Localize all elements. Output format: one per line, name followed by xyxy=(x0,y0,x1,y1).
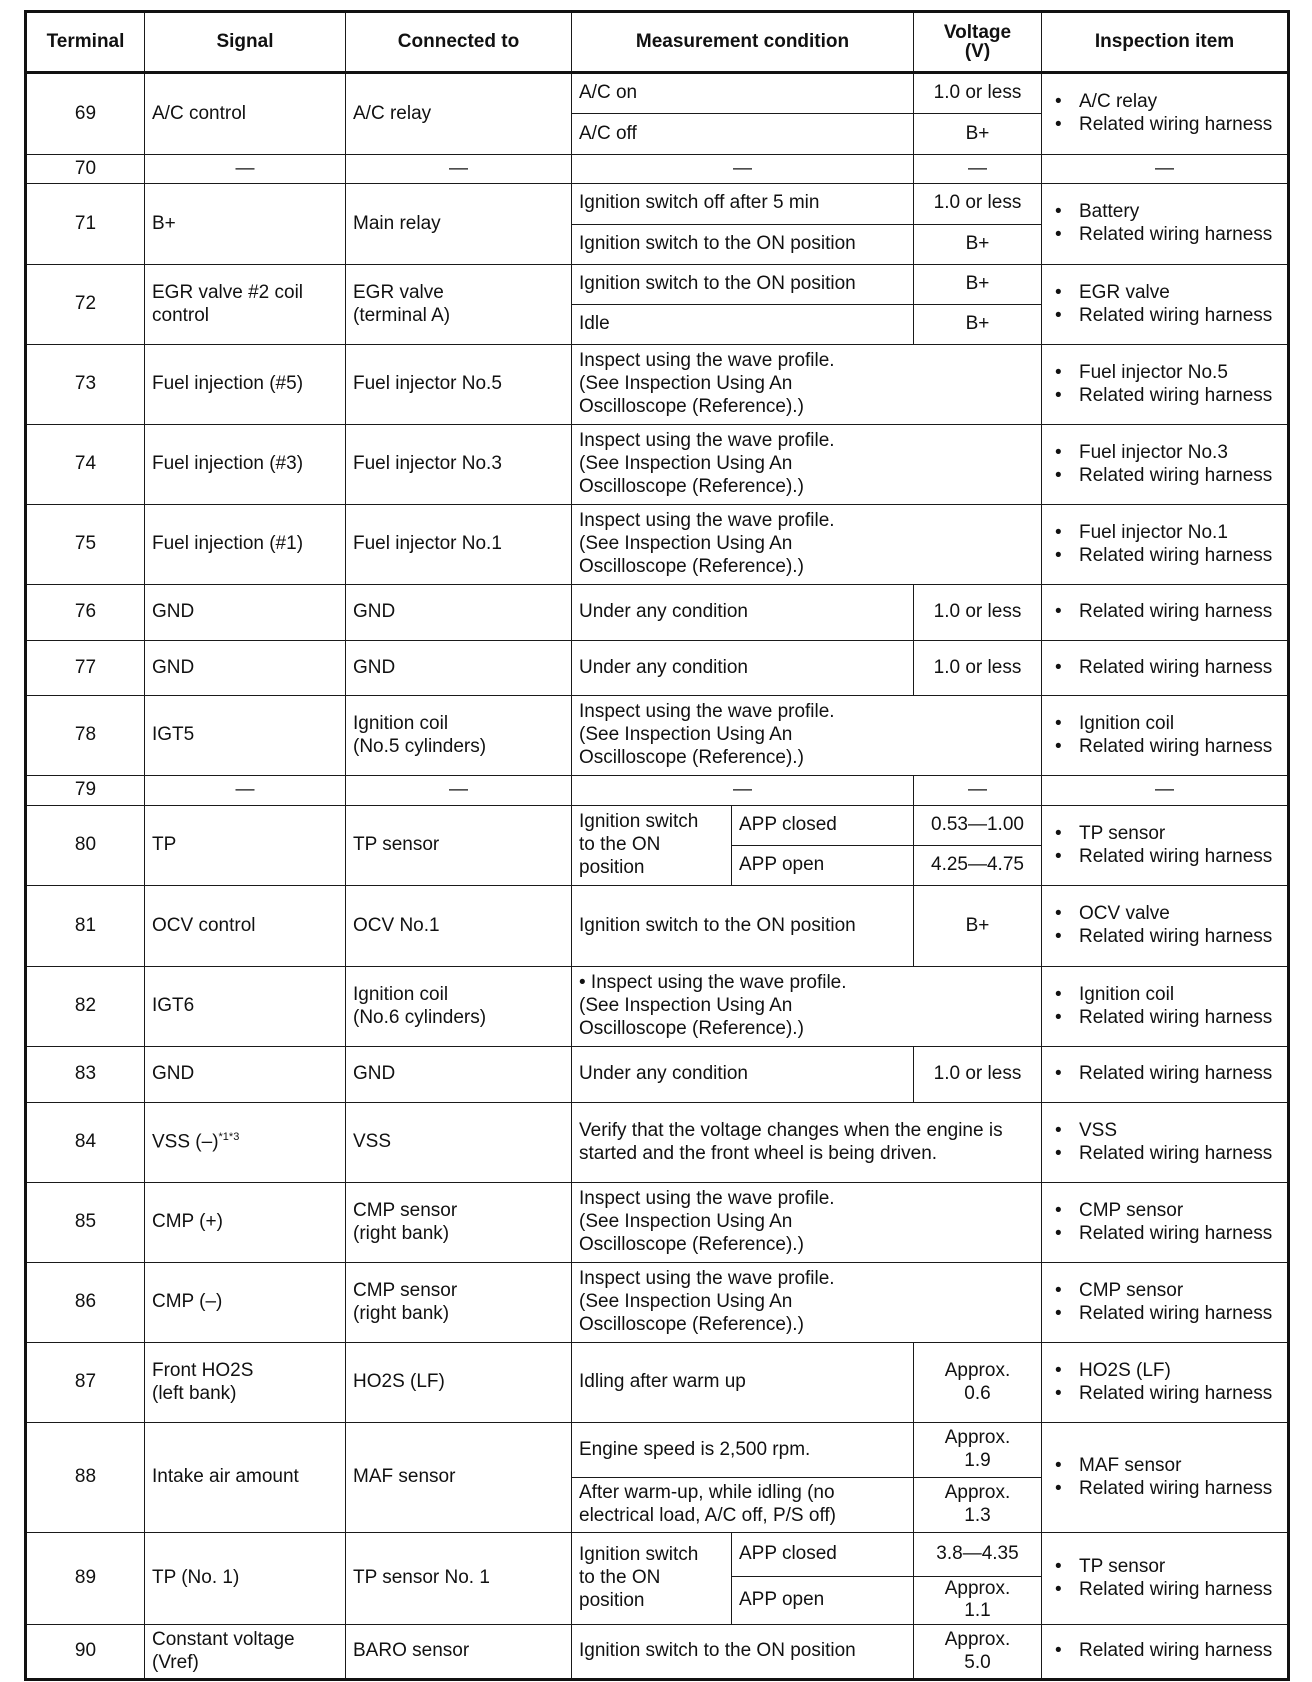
table-row xyxy=(26,886,1289,967)
signal-cell xyxy=(145,585,346,641)
inspection-item: • Related wiring harness xyxy=(1079,1478,1280,1501)
table-row xyxy=(26,1263,1289,1343)
connected-to-cell: GND xyxy=(346,641,572,696)
condition-cell: Ignition switch to the ON position xyxy=(572,886,914,967)
inspection-item: • A/C relay xyxy=(1079,91,1280,114)
terminal-cell: 80 xyxy=(26,806,145,886)
voltage-cell: Approx. 1.3 xyxy=(914,1478,1042,1533)
app-condition-cell: APP closed xyxy=(732,806,914,846)
connected-to-cell: HO2S (LF) xyxy=(346,1343,572,1423)
inspection-list xyxy=(1049,362,1280,408)
voltage-cell: 1.0 or less xyxy=(914,1047,1042,1103)
signal-text: — xyxy=(235,157,255,179)
inspection-list xyxy=(1049,657,1280,680)
signal-cell xyxy=(145,1047,346,1103)
connected-to-cell: — xyxy=(346,155,572,184)
voltage-cell: Approx. 5.0 xyxy=(914,1625,1042,1680)
table-row xyxy=(26,967,1289,1047)
voltage-cell: 4.25—4.75 xyxy=(914,846,1042,886)
inspection-item: • Related wiring harness xyxy=(1079,465,1280,488)
inspection-cell xyxy=(1042,425,1289,505)
signal-text: Front HO2S (left bank) xyxy=(152,1359,254,1404)
inspection-cell xyxy=(1042,806,1289,886)
signal-cell xyxy=(145,73,346,155)
inspection-item: • Related wiring harness xyxy=(1079,846,1280,869)
condition-cell: Inspect using the wave profile. (See Inspection Using An Oscilloscope (Reference).) xyxy=(572,505,1042,585)
signal-text: A/C control xyxy=(152,102,246,124)
table-row xyxy=(26,806,1289,846)
inspection-item: • Related wiring harness xyxy=(1079,1579,1280,1602)
inspection-cell xyxy=(1042,1343,1289,1423)
voltage-cell: 1.0 or less xyxy=(914,585,1042,641)
terminal-cell: 78 xyxy=(26,696,145,776)
inspection-item: • VSS xyxy=(1079,1120,1280,1143)
header-connected-to: Connected to xyxy=(346,12,572,73)
voltage-cell: B+ xyxy=(914,305,1042,345)
voltage-cell: — xyxy=(914,155,1042,184)
inspection-item: • EGR valve xyxy=(1079,282,1280,305)
signal-cell xyxy=(145,155,346,184)
condition-cell: Verify that the voltage changes when the engine is started and the front wheel is being driven. xyxy=(572,1103,1042,1183)
terminal-cell: 72 xyxy=(26,265,145,345)
inspection-item: • Related wiring harness xyxy=(1079,1223,1280,1246)
terminal-cell: 79 xyxy=(26,776,145,806)
inspection-item: • Related wiring harness xyxy=(1079,1007,1280,1030)
connected-to-cell: BARO sensor xyxy=(346,1625,572,1680)
condition-cell: Under any condition xyxy=(572,1047,914,1103)
terminal-cell: 75 xyxy=(26,505,145,585)
table-row xyxy=(26,73,1289,114)
condition-prefix-cell: Ignition switch to the ON position xyxy=(572,806,732,886)
inspection-item: • Related wiring harness xyxy=(1079,657,1280,680)
header-row xyxy=(26,12,1289,73)
inspection-list xyxy=(1049,1200,1280,1246)
inspection-cell: — xyxy=(1042,776,1289,806)
inspection-cell xyxy=(1042,696,1289,776)
inspection-list xyxy=(1049,1280,1280,1326)
signal-cell xyxy=(145,1103,346,1183)
app-condition-cell: APP open xyxy=(732,1576,914,1625)
inspection-item: • Fuel injector No.5 xyxy=(1079,362,1280,385)
signal-text: GND xyxy=(152,1063,195,1085)
signal-text: CMP (+) xyxy=(152,1211,223,1233)
header-measurement-condition: Measurement condition xyxy=(572,12,914,73)
condition-cell: — xyxy=(572,155,914,184)
signal-text: Fuel injection (#3) xyxy=(152,453,304,475)
signal-text: GND xyxy=(152,656,195,678)
header-terminal: Terminal xyxy=(26,12,145,73)
inspection-list xyxy=(1049,91,1280,137)
table-row xyxy=(26,1423,1289,1478)
connected-to-cell: GND xyxy=(346,585,572,641)
inspection-item: • CMP sensor xyxy=(1079,1200,1280,1223)
inspection-item: • TP sensor xyxy=(1079,823,1280,846)
signal-text: B+ xyxy=(152,212,176,234)
signal-text: VSS (–) xyxy=(152,1131,219,1153)
connected-to-cell: MAF sensor xyxy=(346,1423,572,1533)
signal-cell xyxy=(145,184,346,265)
connected-to-cell: TP sensor xyxy=(346,806,572,886)
condition-cell: Inspect using the wave profile. (See Inspection Using An Oscilloscope (Reference).) xyxy=(572,696,1042,776)
terminal-cell: 89 xyxy=(26,1533,145,1625)
inspection-list xyxy=(1049,1360,1280,1406)
voltage-cell: Approx. 0.6 xyxy=(914,1343,1042,1423)
terminal-cell: 74 xyxy=(26,425,145,505)
inspection-item: • Related wiring harness xyxy=(1079,114,1280,137)
inspection-list xyxy=(1049,903,1280,949)
connected-to-cell: Ignition coil (No.5 cylinders) xyxy=(346,696,572,776)
inspection-list xyxy=(1049,823,1280,869)
connected-to-cell: EGR valve (terminal A) xyxy=(346,265,572,345)
condition-cell: • Inspect using the wave profile. (See Inspection Using An Oscilloscope (Reference).) xyxy=(572,967,1042,1047)
connected-to-cell: VSS xyxy=(346,1103,572,1183)
inspection-cell xyxy=(1042,886,1289,967)
condition-cell: Inspect using the wave profile. (See Inspection Using An Oscilloscope (Reference).) xyxy=(572,1263,1042,1343)
terminal-cell: 87 xyxy=(26,1343,145,1423)
condition-cell: Engine speed is 2,500 rpm. xyxy=(572,1423,914,1478)
voltage-cell: B+ xyxy=(914,265,1042,305)
condition-cell: Inspect using the wave profile. (See Inspection Using An Oscilloscope (Reference).) xyxy=(572,1183,1042,1263)
signal-cell xyxy=(145,425,346,505)
table-row xyxy=(26,1343,1289,1423)
condition-cell: Ignition switch off after 5 min xyxy=(572,184,914,225)
signal-cell xyxy=(145,967,346,1047)
table-row xyxy=(26,1183,1289,1263)
inspection-item: • Related wiring harness xyxy=(1079,1640,1280,1663)
table-row xyxy=(26,641,1289,696)
terminal-cell: 69 xyxy=(26,73,145,155)
inspection-item: • Related wiring harness xyxy=(1079,545,1280,568)
table-row xyxy=(26,265,1289,305)
table-row xyxy=(26,776,1289,806)
condition-prefix-cell: Ignition switch to the ON position xyxy=(572,1533,732,1625)
inspection-cell xyxy=(1042,1625,1289,1680)
voltage-cell: Approx. 1.9 xyxy=(914,1423,1042,1478)
inspection-item: • Ignition coil xyxy=(1079,984,1280,1007)
table-row xyxy=(26,1625,1289,1680)
condition-cell: Inspect using the wave profile. (See Inspection Using An Oscilloscope (Reference).) xyxy=(572,345,1042,425)
inspection-list xyxy=(1049,1455,1280,1501)
connected-to-cell: A/C relay xyxy=(346,73,572,155)
signal-text: Fuel injection (#1) xyxy=(152,533,304,555)
inspection-item: • Related wiring harness xyxy=(1079,385,1280,408)
header-inspection-item: Inspection item xyxy=(1042,12,1289,73)
table-row xyxy=(26,1047,1289,1103)
condition-cell: Ignition switch to the ON position xyxy=(572,265,914,305)
table-row xyxy=(26,345,1289,425)
condition-cell: Ignition switch to the ON position xyxy=(572,1625,914,1680)
inspection-cell xyxy=(1042,505,1289,585)
inspection-cell: — xyxy=(1042,155,1289,184)
signal-text: EGR valve #2 coil control xyxy=(152,281,304,326)
signal-text: — xyxy=(235,779,255,801)
voltage-cell: 1.0 or less xyxy=(914,73,1042,114)
condition-cell: Ignition switch to the ON position xyxy=(572,224,914,265)
signal-cell xyxy=(145,345,346,425)
connected-to-cell: CMP sensor (right bank) xyxy=(346,1263,572,1343)
terminal-cell: 70 xyxy=(26,155,145,184)
signal-cell xyxy=(145,1625,346,1680)
connected-to-cell: Fuel injector No.5 xyxy=(346,345,572,425)
inspection-list xyxy=(1049,984,1280,1030)
terminal-cell: 88 xyxy=(26,1423,145,1533)
inspection-list xyxy=(1049,201,1280,247)
signal-cell xyxy=(145,1263,346,1343)
connected-to-cell: CMP sensor (right bank) xyxy=(346,1183,572,1263)
condition-cell: Idle xyxy=(572,305,914,345)
inspection-item: • Related wiring harness xyxy=(1079,224,1280,247)
inspection-list xyxy=(1049,522,1280,568)
signal-cell xyxy=(145,505,346,585)
voltage-cell: Approx. 1.1 xyxy=(914,1576,1042,1625)
inspection-cell xyxy=(1042,1263,1289,1343)
inspection-list xyxy=(1049,1640,1280,1663)
inspection-list xyxy=(1049,601,1280,624)
inspection-cell xyxy=(1042,265,1289,345)
signal-cell xyxy=(145,806,346,886)
signal-text: Constant voltage (Vref) xyxy=(152,1628,295,1673)
condition-cell: Under any condition xyxy=(572,585,914,641)
table-row xyxy=(26,1103,1289,1183)
header-signal: Signal xyxy=(145,12,346,73)
condition-cell: A/C on xyxy=(572,73,914,114)
inspection-item: • HO2S (LF) xyxy=(1079,1360,1280,1383)
inspection-list xyxy=(1049,713,1280,759)
signal-cell xyxy=(145,1533,346,1625)
signal-text: IGT5 xyxy=(152,724,195,746)
terminal-cell: 73 xyxy=(26,345,145,425)
inspection-item: • OCV valve xyxy=(1079,903,1280,926)
terminal-cell: 81 xyxy=(26,886,145,967)
header-voltage: Voltage (V) xyxy=(914,12,1042,73)
inspection-item: • Related wiring harness xyxy=(1079,926,1280,949)
inspection-cell xyxy=(1042,1047,1289,1103)
voltage-cell: 0.53—1.00 xyxy=(914,806,1042,846)
signal-text: OCV control xyxy=(152,914,256,936)
inspection-cell xyxy=(1042,1423,1289,1533)
terminal-cell: 76 xyxy=(26,585,145,641)
inspection-item: • Fuel injector No.3 xyxy=(1079,442,1280,465)
inspection-list xyxy=(1049,282,1280,328)
inspection-item: • Related wiring harness xyxy=(1079,1063,1280,1086)
connected-to-cell: TP sensor No. 1 xyxy=(346,1533,572,1625)
signal-text: GND xyxy=(152,601,195,623)
terminal-cell: 71 xyxy=(26,184,145,265)
inspection-item: • Related wiring harness xyxy=(1079,1143,1280,1166)
inspection-cell xyxy=(1042,73,1289,155)
inspection-item: • TP sensor xyxy=(1079,1556,1280,1579)
inspection-cell xyxy=(1042,184,1289,265)
inspection-item: • Fuel injector No.1 xyxy=(1079,522,1280,545)
signal-cell xyxy=(145,886,346,967)
table-row xyxy=(26,505,1289,585)
app-condition-cell: APP closed xyxy=(732,1533,914,1577)
table-row xyxy=(26,696,1289,776)
inspection-item: • CMP sensor xyxy=(1079,1280,1280,1303)
inspection-cell xyxy=(1042,641,1289,696)
condition-cell: Idling after warm up xyxy=(572,1343,914,1423)
condition-cell: Inspect using the wave profile. (See Inspection Using An Oscilloscope (Reference).) xyxy=(572,425,1042,505)
terminal-cell: 77 xyxy=(26,641,145,696)
app-condition-cell: APP open xyxy=(732,846,914,886)
terminal-inspection-table xyxy=(24,10,1290,1681)
signal-text: Intake air amount xyxy=(152,1466,299,1488)
signal-cell xyxy=(145,696,346,776)
inspection-item: • Related wiring harness xyxy=(1079,1303,1280,1326)
signal-text: Fuel injection (#5) xyxy=(152,373,304,395)
connected-to-cell: Main relay xyxy=(346,184,572,265)
terminal-cell: 90 xyxy=(26,1625,145,1680)
connected-to-cell: — xyxy=(346,776,572,806)
inspection-item: • Related wiring harness xyxy=(1079,305,1280,328)
connected-to-cell: Fuel injector No.3 xyxy=(346,425,572,505)
table-row xyxy=(26,585,1289,641)
signal-cell xyxy=(145,641,346,696)
inspection-list xyxy=(1049,1556,1280,1602)
signal-text: TP (No. 1) xyxy=(152,1567,240,1589)
connected-to-cell: Ignition coil (No.6 cylinders) xyxy=(346,967,572,1047)
connected-to-cell: GND xyxy=(346,1047,572,1103)
voltage-cell: 1.0 or less xyxy=(914,641,1042,696)
terminal-cell: 86 xyxy=(26,1263,145,1343)
inspection-item: • Related wiring harness xyxy=(1079,736,1280,759)
terminal-cell: 85 xyxy=(26,1183,145,1263)
terminal-cell: 83 xyxy=(26,1047,145,1103)
inspection-item: • MAF sensor xyxy=(1079,1455,1280,1478)
inspection-item: • Ignition coil xyxy=(1079,713,1280,736)
inspection-list xyxy=(1049,1063,1280,1086)
signal-text: TP xyxy=(152,834,177,856)
inspection-cell xyxy=(1042,1103,1289,1183)
condition-cell: — xyxy=(572,776,914,806)
voltage-cell: B+ xyxy=(914,114,1042,155)
signal-cell xyxy=(145,1423,346,1533)
inspection-item: • Related wiring harness xyxy=(1079,1383,1280,1406)
inspection-item: • Related wiring harness xyxy=(1079,601,1280,624)
condition-cell: Under any condition xyxy=(572,641,914,696)
table-row xyxy=(26,1533,1289,1577)
inspection-cell xyxy=(1042,1183,1289,1263)
signal-cell xyxy=(145,776,346,806)
voltage-cell: B+ xyxy=(914,886,1042,967)
condition-cell: After warm-up, while idling (no electrical load, A/C off, P/S off) xyxy=(572,1478,914,1533)
terminal-cell: 82 xyxy=(26,967,145,1047)
table-row xyxy=(26,184,1289,225)
inspection-item: • Battery xyxy=(1079,201,1280,224)
inspection-cell xyxy=(1042,1533,1289,1625)
inspection-cell xyxy=(1042,345,1289,425)
inspection-cell xyxy=(1042,967,1289,1047)
table-row xyxy=(26,155,1289,184)
voltage-cell: 3.8—4.35 xyxy=(914,1533,1042,1577)
signal-cell xyxy=(145,265,346,345)
terminal-cell: 84 xyxy=(26,1103,145,1183)
condition-cell: A/C off xyxy=(572,114,914,155)
signal-text: IGT6 xyxy=(152,995,195,1017)
signal-footnote: *1*3 xyxy=(218,1130,240,1143)
connected-to-cell: OCV No.1 xyxy=(346,886,572,967)
signal-text: CMP (–) xyxy=(152,1291,223,1313)
inspection-list xyxy=(1049,1120,1280,1166)
inspection-cell xyxy=(1042,585,1289,641)
voltage-cell: — xyxy=(914,776,1042,806)
connected-to-cell: Fuel injector No.1 xyxy=(346,505,572,585)
voltage-cell: 1.0 or less xyxy=(914,184,1042,225)
signal-cell xyxy=(145,1183,346,1263)
inspection-list xyxy=(1049,442,1280,488)
table-row xyxy=(26,425,1289,505)
signal-cell xyxy=(145,1343,346,1423)
voltage-cell: B+ xyxy=(914,224,1042,265)
